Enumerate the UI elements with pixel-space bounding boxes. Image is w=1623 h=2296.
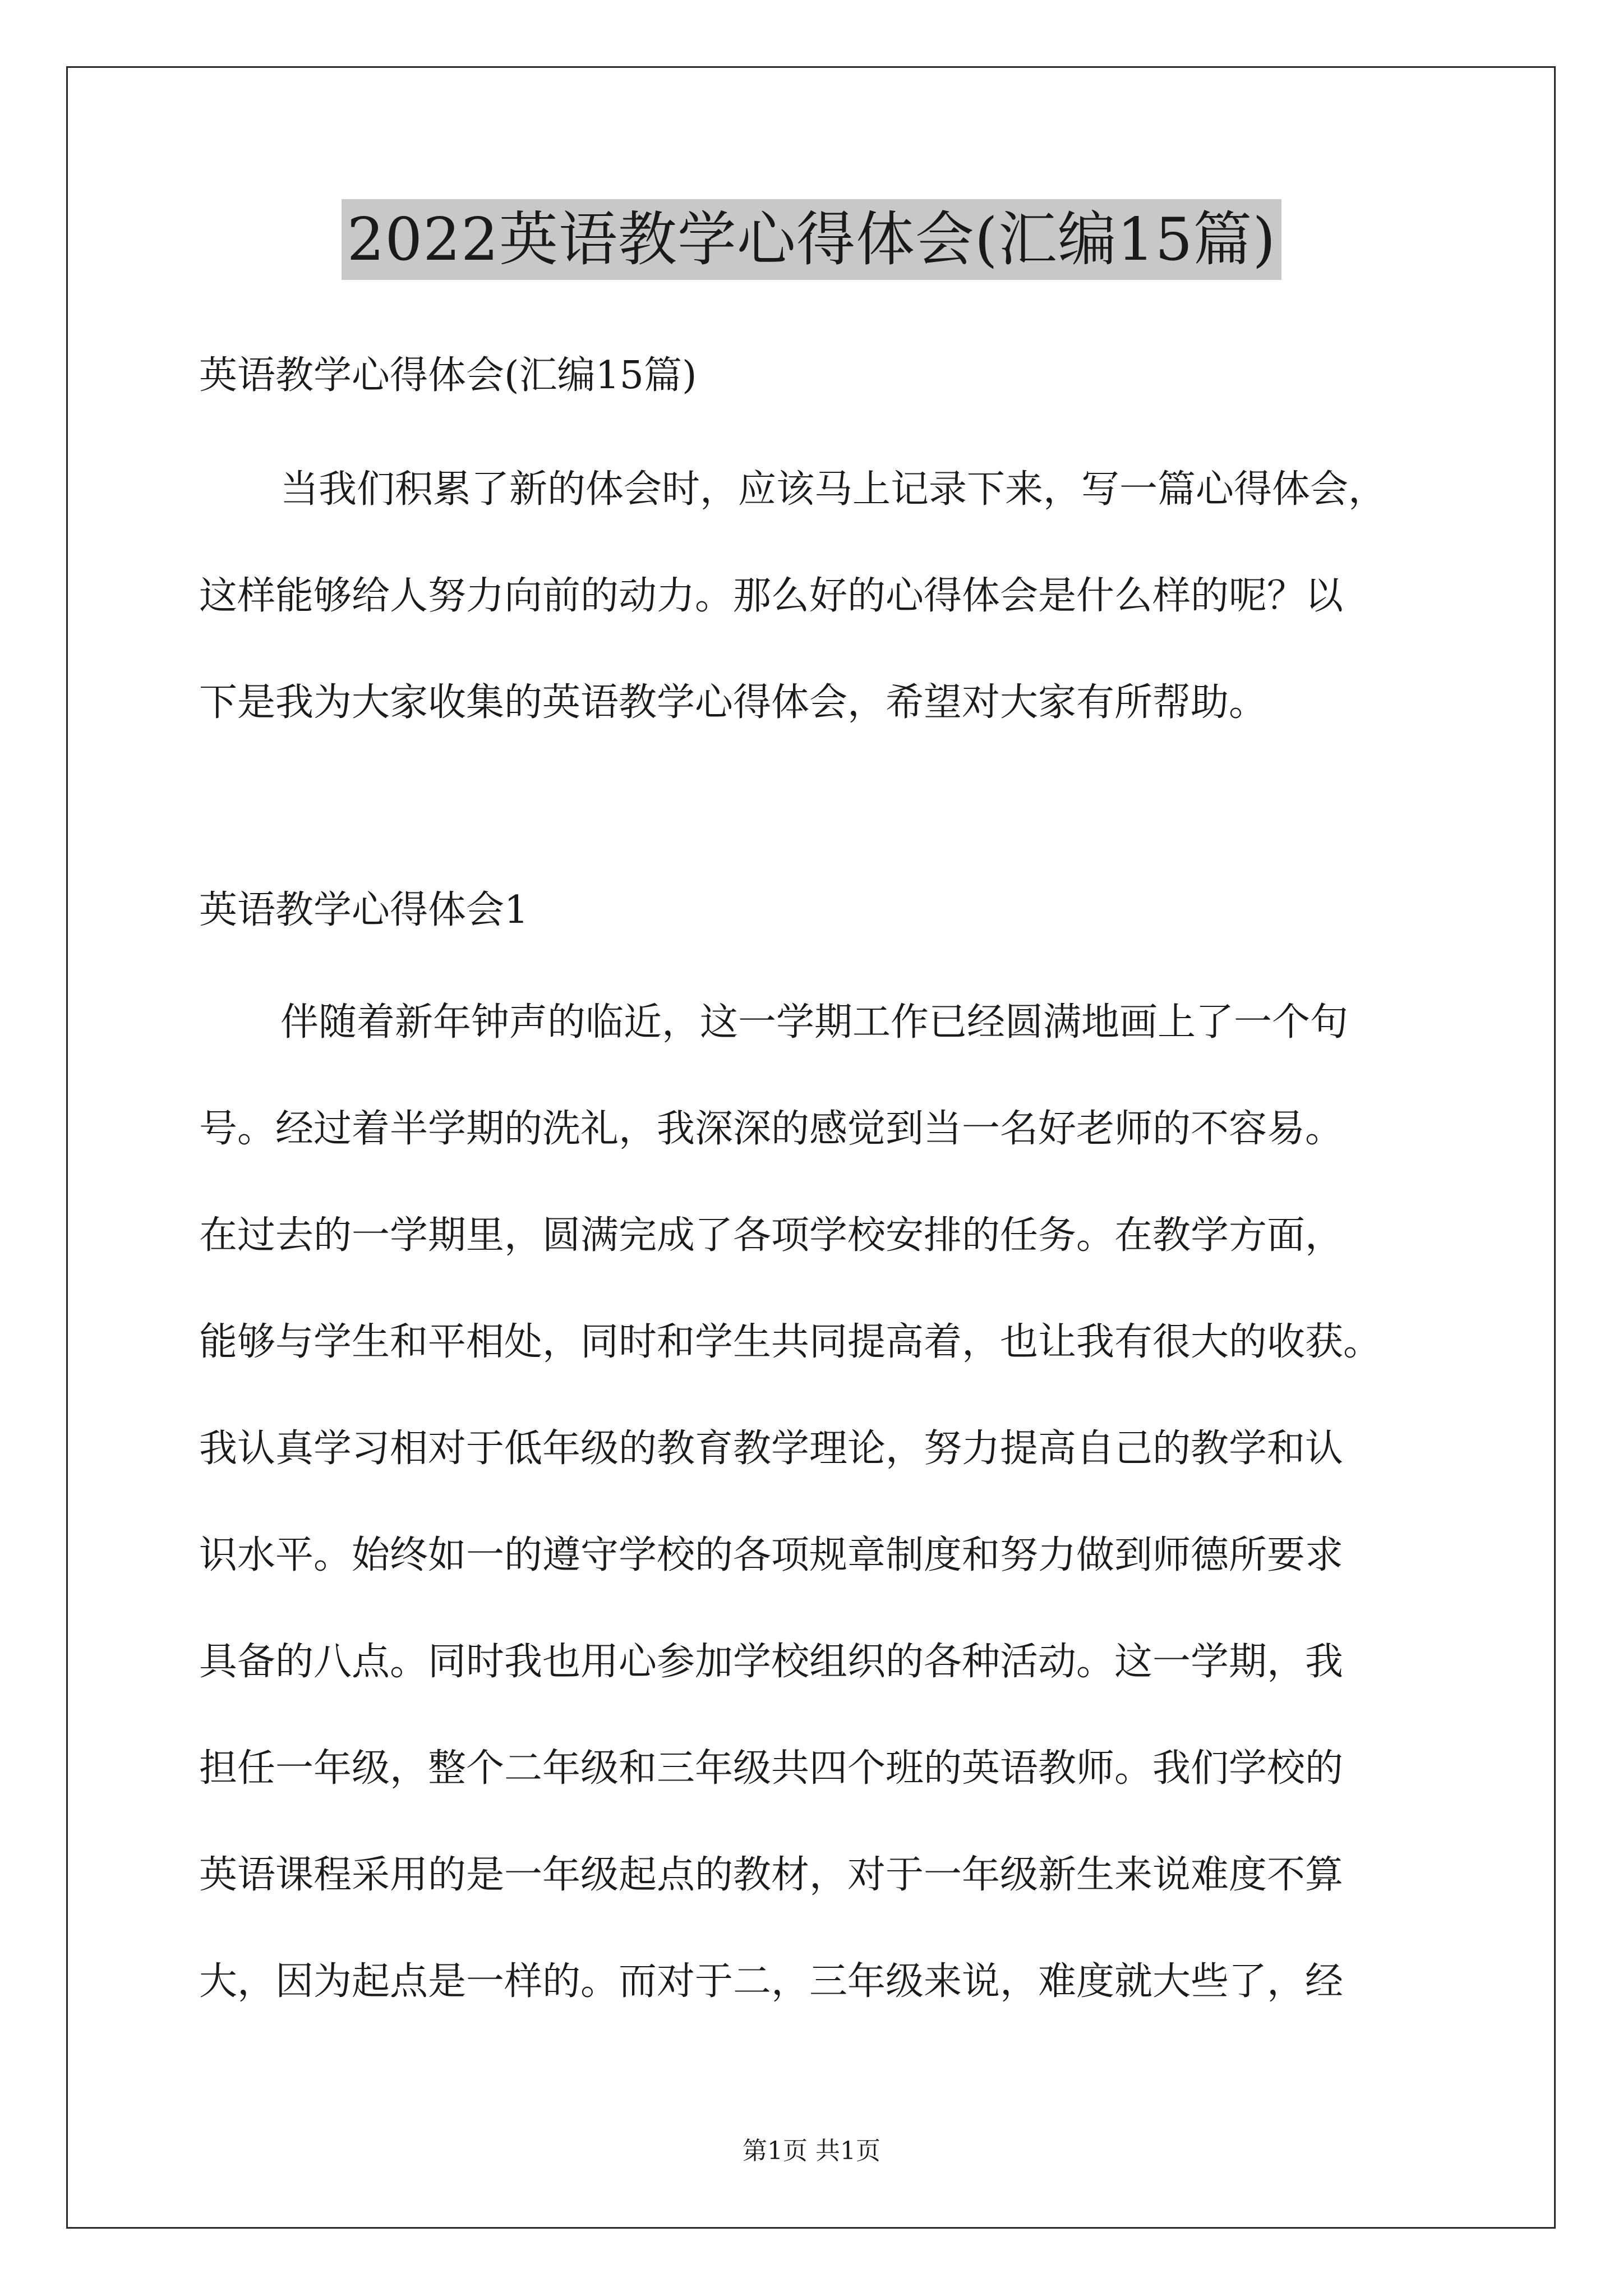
body-line: 英语课程采用的是一年级起点的教材，对于一年级新生来说难度不算 (199, 1853, 1344, 1897)
body-line: 大，因为起点是一样的。而对于二，三年级来说，难度就大些了，经 (199, 1959, 1344, 2004)
body-line: 我认真学习相对于低年级的教育教学理论，努力提高自己的教学和认 (199, 1427, 1344, 1471)
body-line: 识水平。始终如一的遵守学校的各项规章制度和努力做到师德所要求 (199, 1533, 1344, 1577)
page-footer: 第1页 共1页 (743, 2137, 880, 2165)
body-line: 能够与学生和平相处，同时和学生共同提高着，也让我有很大的收获。 (199, 1320, 1382, 1364)
body-line: 在过去的一学期里，圆满完成了各项学校安排的任务。在教学方面， (199, 1213, 1344, 1258)
body-line: 伴随着新年钟声的临近，这一学期工作已经圆满地画上了一个句 (280, 1000, 1349, 1045)
document-subtitle: 英语教学心得体会(汇编15篇) (199, 353, 697, 398)
body-line: 具备的八点。同时我也用心参加学校组织的各种活动。这一学期，我 (199, 1640, 1344, 1684)
intro-line: 这样能够给人努力向前的动力。那么好的心得体会是什么样的呢？以 (199, 574, 1344, 618)
section-heading: 英语教学心得体会1 (199, 888, 529, 932)
intro-line: 当我们积累了新的体会时，应该马上记录下来，写一篇心得体会， (280, 467, 1387, 512)
title-container (0, 199, 1623, 280)
body-line: 号。经过着半学期的洗礼，我深深的感觉到当一名好老师的不容易。 (199, 1107, 1344, 1151)
document-title: 2022英语教学心得体会(汇编15篇) (342, 199, 1282, 280)
intro-line: 下是我为大家收集的英语教学心得体会，希望对大家有所帮助。 (199, 680, 1267, 725)
body-line: 担任一年级，整个二年级和三年级共四个班的英语教师。我们学校的 (199, 1746, 1344, 1791)
